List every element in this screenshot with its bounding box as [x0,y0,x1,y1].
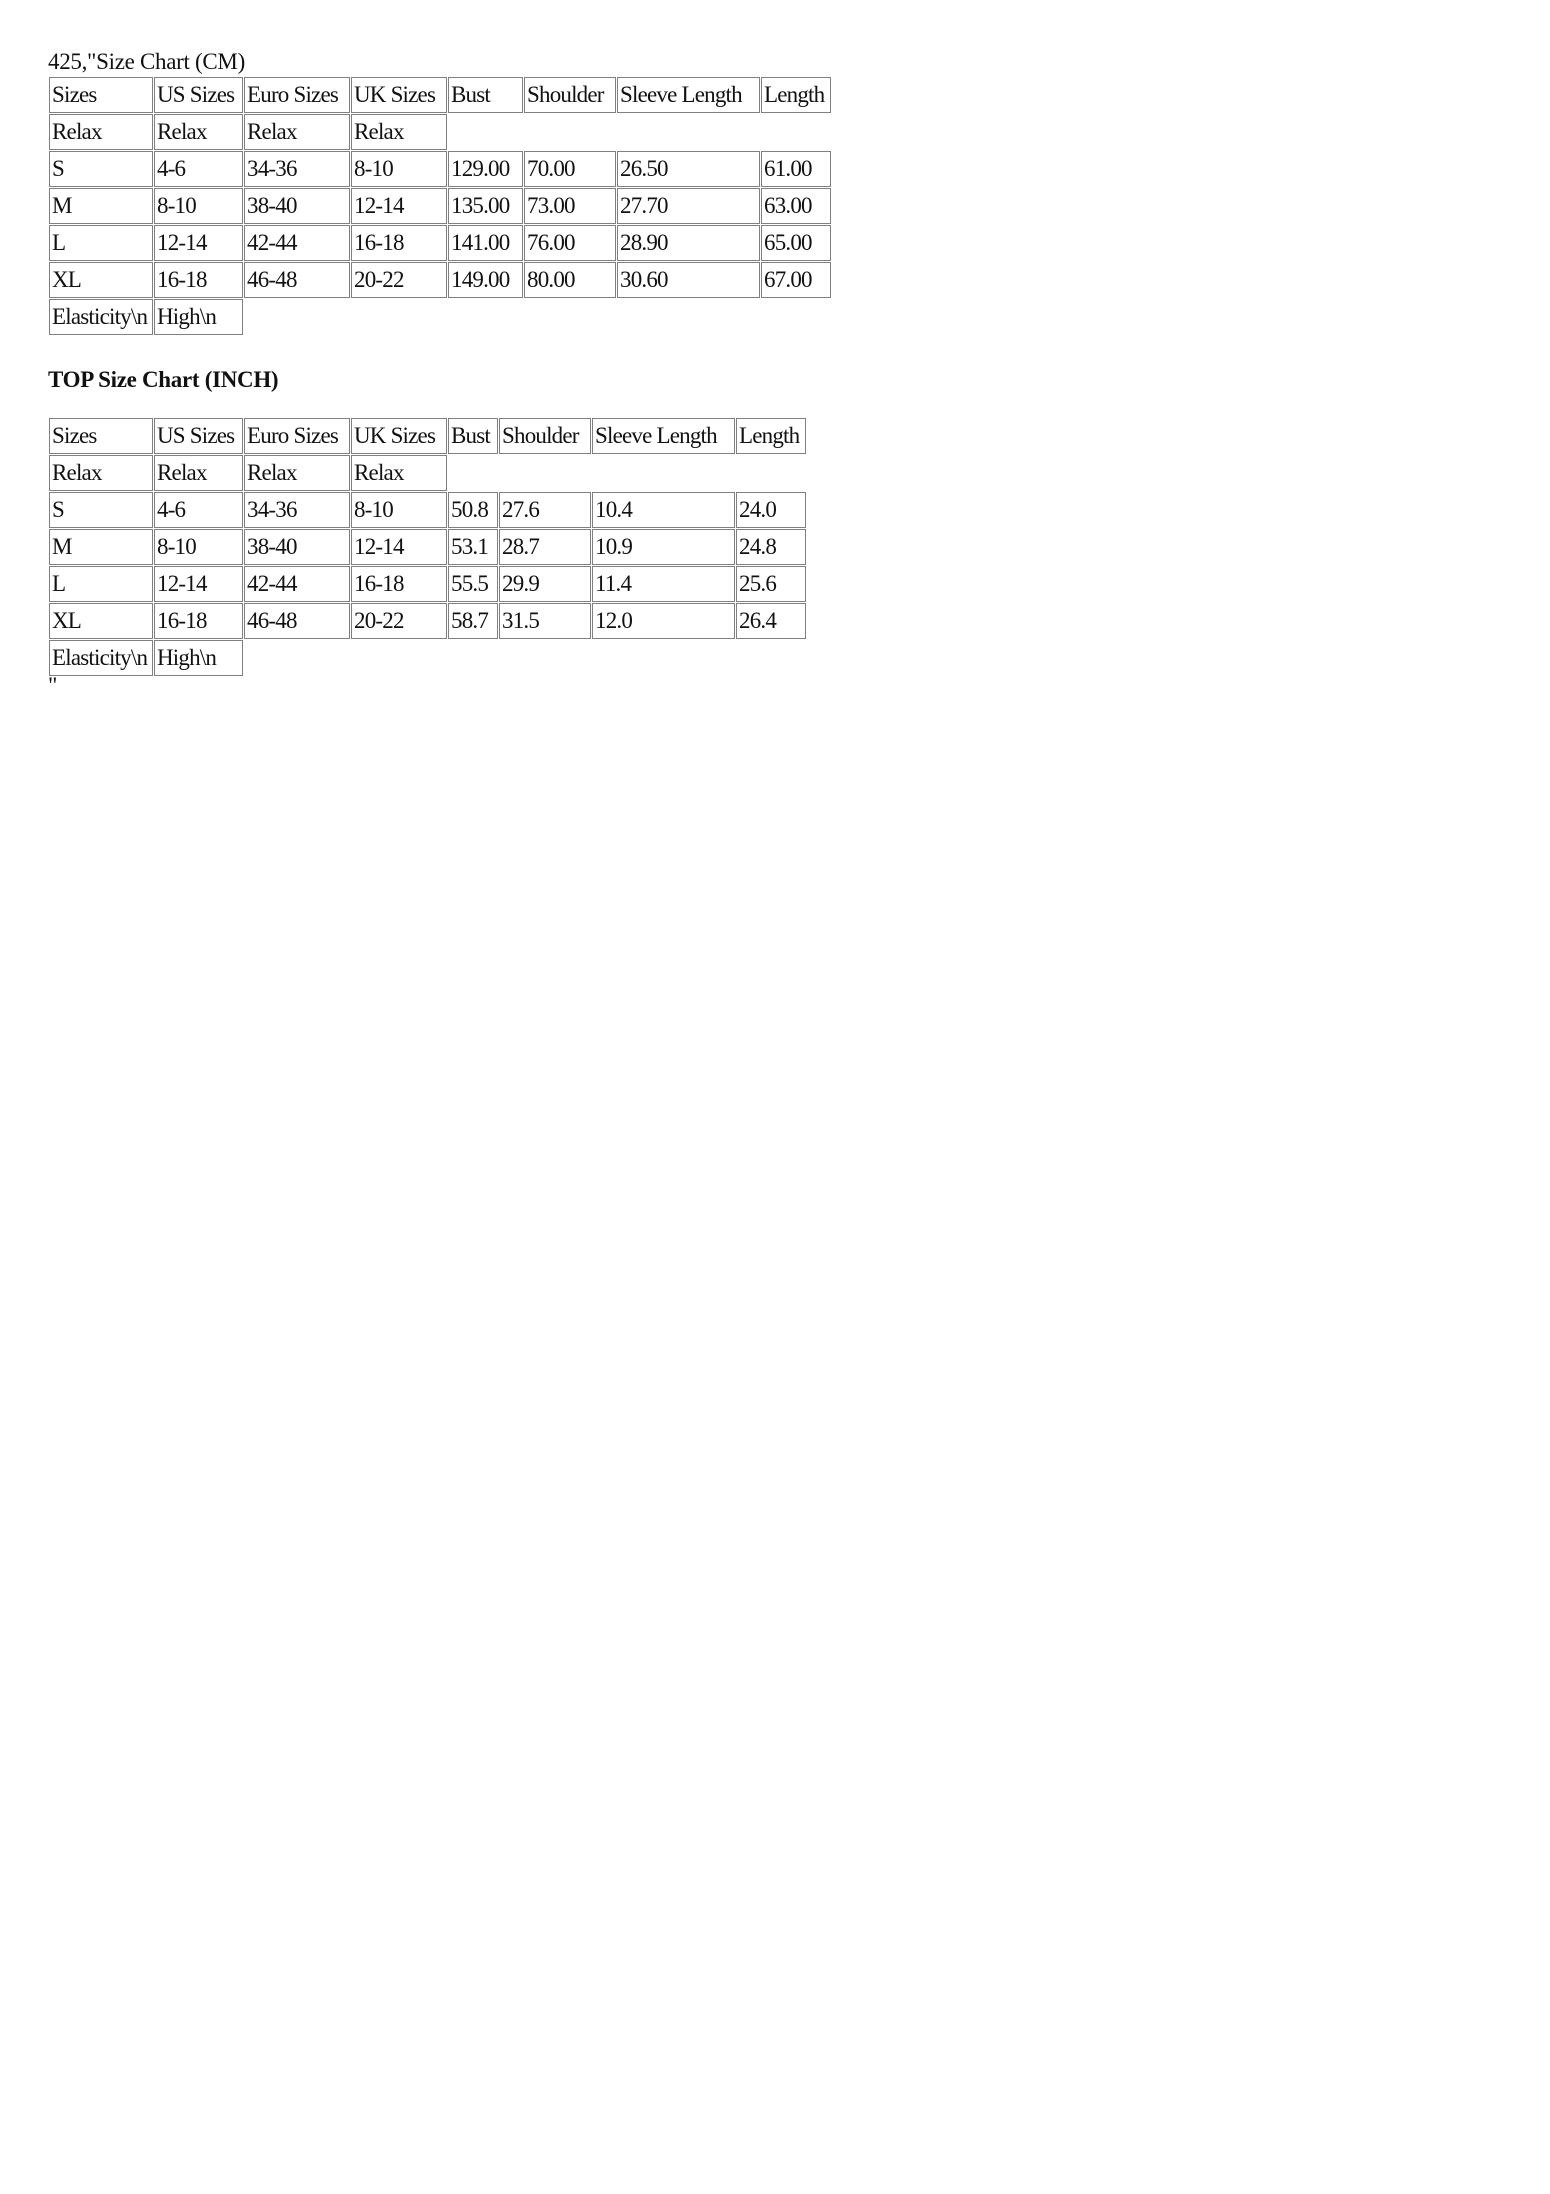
table-cell: 50.8 [448,492,498,528]
table-cell: 42-44 [244,566,350,602]
table-row [49,603,806,639]
table-cell: 12-14 [351,529,447,565]
table-header-row [49,77,831,113]
header-cell: UK Sizes [351,77,447,113]
table-cell: 80.00 [524,262,616,298]
table-cell: 12-14 [154,566,243,602]
header-cell: Shoulder [499,418,591,454]
table-cell: 8-10 [154,188,243,224]
table-row [49,262,831,298]
table-cell: 53.1 [448,529,498,565]
table-cell: 24.0 [736,492,806,528]
table-cell: 46-48 [244,603,350,639]
table-cell: 76.00 [524,225,616,261]
table-row [49,566,806,602]
table-cell: 20-22 [351,603,447,639]
header-cell: Sleeve Length [617,77,760,113]
table-cell: 70.00 [524,151,616,187]
fit-row [49,114,831,150]
fit-cell: Relax [49,114,153,150]
header-cell: Bust [448,418,498,454]
table-cell: 8-10 [154,529,243,565]
header-cell: Euro Sizes [244,77,350,113]
table-cell: 29.9 [499,566,591,602]
table-cell: 135.00 [448,188,523,224]
table-cell: 63.00 [761,188,831,224]
fit-cell: Relax [244,455,350,491]
table-cell: 27.70 [617,188,760,224]
size-chart-inch-table [48,417,807,677]
header-cell: US Sizes [154,418,243,454]
table-cell: 4-6 [154,151,243,187]
table-cell: S [49,151,153,187]
table-cell: 38-40 [244,188,350,224]
table-cell: 31.5 [499,603,591,639]
table-cell: L [49,225,153,261]
table-cell: 8-10 [351,151,447,187]
header-cell: Bust [448,77,523,113]
table-row [49,151,831,187]
inch-section-heading: TOP Size Chart (INCH) [48,367,279,392]
header-cell: Shoulder [524,77,616,113]
table-cell: M [49,529,153,565]
table-cell: 58.7 [448,603,498,639]
table-cell: 42-44 [244,225,350,261]
empty-cell [244,640,806,676]
elasticity-row [49,640,806,676]
table-cell: 61.00 [761,151,831,187]
fit-cell: Relax [351,114,447,150]
table-row [49,492,806,528]
elasticity-label-cell: Elasticity\n [49,299,153,335]
fit-row [49,455,806,491]
table-cell: 24.8 [736,529,806,565]
table-cell: 26.4 [736,603,806,639]
table-cell: 26.50 [617,151,760,187]
table-header-row [49,418,806,454]
table-cell: 16-18 [351,566,447,602]
header-cell: Euro Sizes [244,418,350,454]
table-cell: 27.6 [499,492,591,528]
table-cell: 28.90 [617,225,760,261]
table-cell: 12-14 [351,188,447,224]
empty-cell [448,455,806,491]
elasticity-value-cell: High\n [154,640,243,676]
header-cell: US Sizes [154,77,243,113]
empty-cell [448,114,831,150]
table-cell: 16-18 [154,262,243,298]
table-cell: 11.4 [592,566,735,602]
document-trailer: " [48,673,58,698]
fit-cell: Relax [154,455,243,491]
table-cell: 20-22 [351,262,447,298]
fit-cell: Relax [49,455,153,491]
table-cell: 16-18 [351,225,447,261]
document-page [48,48,832,698]
table-cell: L [49,566,153,602]
table-cell: 8-10 [351,492,447,528]
header-cell: Sizes [49,418,153,454]
table-cell: 141.00 [448,225,523,261]
table-row [49,529,806,565]
header-cell: Length [761,77,831,113]
table-cell: 149.00 [448,262,523,298]
table-cell: 46-48 [244,262,350,298]
fit-cell: Relax [244,114,350,150]
elasticity-row [49,299,831,335]
table-cell: 129.00 [448,151,523,187]
table-cell: 10.9 [592,529,735,565]
table-cell: 12.0 [592,603,735,639]
table-cell: 25.6 [736,566,806,602]
table-cell: 67.00 [761,262,831,298]
fit-cell: Relax [154,114,243,150]
table-cell: 30.60 [617,262,760,298]
empty-cell [244,299,831,335]
table-cell: M [49,188,153,224]
header-cell: UK Sizes [351,418,447,454]
table-cell: 38-40 [244,529,350,565]
table-cell: 34-36 [244,151,350,187]
table-cell: 55.5 [448,566,498,602]
table-cell: 34-36 [244,492,350,528]
header-cell: Sizes [49,77,153,113]
table-row [49,188,831,224]
fit-cell: Relax [351,455,447,491]
elasticity-label-cell: Elasticity\n [49,640,153,676]
table-cell: 28.7 [499,529,591,565]
table-cell: 16-18 [154,603,243,639]
header-cell: Length [736,418,806,454]
document-caption: 425,"Size Chart (CM) [48,49,245,74]
table-row [49,225,831,261]
elasticity-value-cell: High\n [154,299,243,335]
table-cell: 12-14 [154,225,243,261]
table-cell: 10.4 [592,492,735,528]
table-cell: S [49,492,153,528]
table-cell: XL [49,262,153,298]
size-chart-cm-table [48,76,832,336]
table-cell: 4-6 [154,492,243,528]
table-cell: 73.00 [524,188,616,224]
table-cell: XL [49,603,153,639]
header-cell: Sleeve Length [592,418,735,454]
table-cell: 65.00 [761,225,831,261]
